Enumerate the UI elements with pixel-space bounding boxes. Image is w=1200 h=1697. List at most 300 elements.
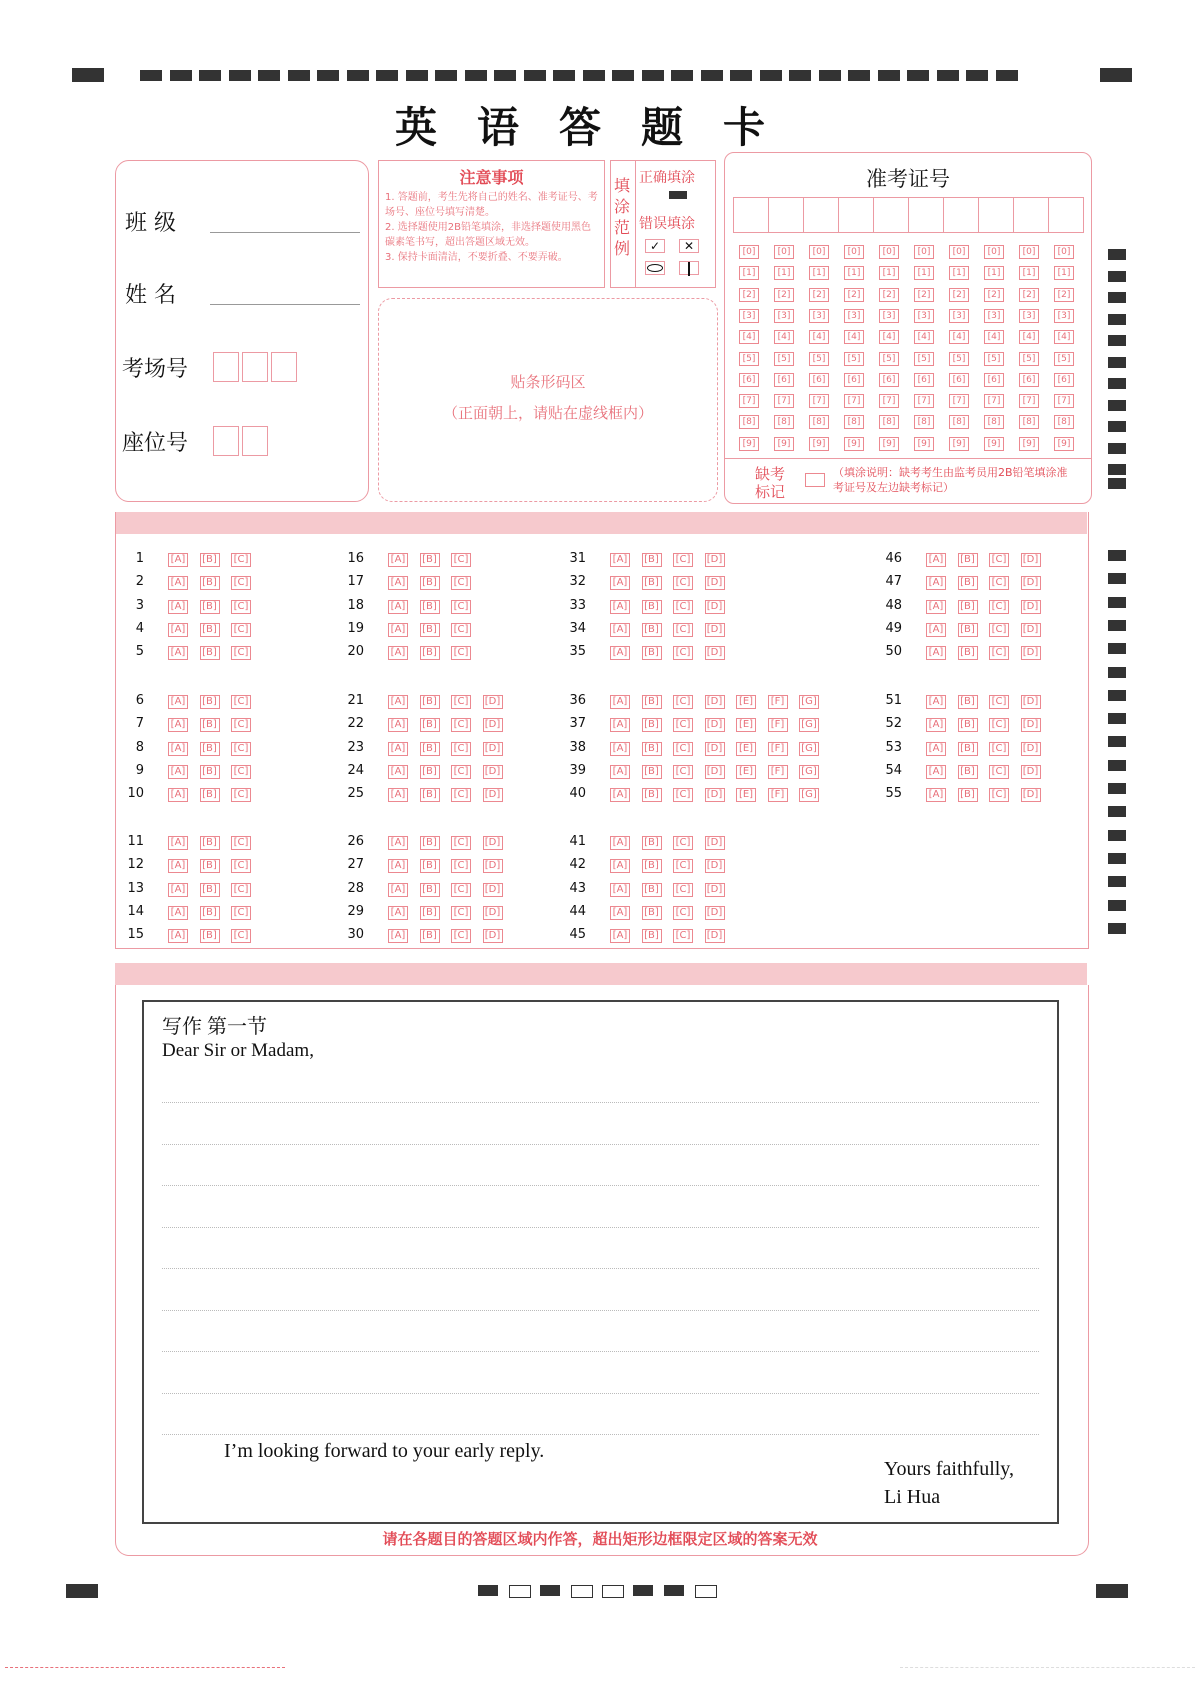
option-bubble[interactable]: [C] — [451, 883, 471, 897]
option-bubble[interactable]: [B] — [420, 646, 440, 660]
ticket-digit-bubble[interactable]: [6] — [949, 373, 969, 387]
ticket-digit-bubble[interactable]: [2] — [914, 288, 934, 302]
ticket-digit-bubble[interactable]: [6] — [879, 373, 899, 387]
option-bubble[interactable]: [B] — [642, 718, 662, 732]
option-bubble[interactable]: [C] — [231, 859, 251, 873]
ticket-digit-bubble[interactable]: [4] — [774, 330, 794, 344]
option-bubble[interactable]: [D] — [483, 859, 503, 873]
option-bubble[interactable]: [C] — [451, 623, 471, 637]
option-bubble[interactable]: [A] — [168, 576, 188, 590]
option-bubble[interactable]: [B] — [958, 623, 978, 637]
option-bubble[interactable]: [B] — [642, 623, 662, 637]
ticket-digit-bubble[interactable]: [4] — [1054, 330, 1074, 344]
option-bubble[interactable]: [C] — [989, 600, 1009, 614]
option-bubble[interactable]: [B] — [200, 553, 220, 567]
ticket-digit-cell[interactable] — [943, 197, 979, 233]
option-bubble[interactable]: [D] — [1021, 623, 1041, 637]
ticket-digit-cell[interactable] — [978, 197, 1014, 233]
option-bubble[interactable]: [D] — [1021, 600, 1041, 614]
option-bubble[interactable]: [C] — [231, 788, 251, 802]
option-bubble[interactable]: [C] — [231, 718, 251, 732]
option-bubble[interactable]: [D] — [705, 929, 725, 943]
option-bubble[interactable]: [C] — [989, 718, 1009, 732]
ticket-digit-bubble[interactable]: [7] — [914, 394, 934, 408]
option-bubble[interactable]: [C] — [989, 553, 1009, 567]
ticket-digit-bubble[interactable]: [3] — [879, 309, 899, 323]
option-bubble[interactable]: [B] — [958, 646, 978, 660]
absent-mark-box[interactable] — [805, 473, 825, 487]
ticket-digit-bubble[interactable]: [0] — [774, 245, 794, 259]
ticket-digit-bubble[interactable]: [5] — [774, 352, 794, 366]
ticket-digit-bubble[interactable]: [0] — [809, 245, 829, 259]
ticket-digit-bubble[interactable]: [6] — [984, 373, 1004, 387]
option-bubble[interactable]: [A] — [168, 718, 188, 732]
option-bubble[interactable]: [C] — [451, 600, 471, 614]
option-bubble[interactable]: [B] — [200, 906, 220, 920]
ticket-digit-bubble[interactable]: [5] — [949, 352, 969, 366]
ticket-digit-bubble[interactable]: [1] — [739, 266, 759, 280]
ticket-digit-bubble[interactable]: [2] — [879, 288, 899, 302]
option-bubble[interactable]: [D] — [705, 742, 725, 756]
option-bubble[interactable]: [D] — [483, 836, 503, 850]
ticket-digit-bubble[interactable]: [5] — [1019, 352, 1039, 366]
ticket-digit-bubble[interactable]: [6] — [1019, 373, 1039, 387]
option-bubble[interactable]: [B] — [420, 883, 440, 897]
option-bubble[interactable]: [A] — [610, 929, 630, 943]
option-bubble[interactable]: [F] — [768, 718, 788, 732]
option-bubble[interactable]: [A] — [168, 765, 188, 779]
option-bubble[interactable]: [B] — [958, 576, 978, 590]
exam-room-box[interactable] — [213, 352, 239, 382]
option-bubble[interactable]: [C] — [231, 836, 251, 850]
option-bubble[interactable]: [G] — [799, 742, 819, 756]
option-bubble[interactable]: [G] — [799, 718, 819, 732]
option-bubble[interactable]: [C] — [451, 553, 471, 567]
option-bubble[interactable]: [B] — [200, 883, 220, 897]
option-bubble[interactable]: [C] — [673, 646, 693, 660]
option-bubble[interactable]: [A] — [388, 576, 408, 590]
option-bubble[interactable]: [E] — [736, 765, 756, 779]
ticket-digit-bubble[interactable]: [7] — [984, 394, 1004, 408]
ticket-digit-bubble[interactable]: [5] — [879, 352, 899, 366]
option-bubble[interactable]: [D] — [1021, 788, 1041, 802]
option-bubble[interactable]: [A] — [388, 695, 408, 709]
ticket-digit-bubble[interactable]: [1] — [774, 266, 794, 280]
option-bubble[interactable]: [B] — [642, 742, 662, 756]
option-bubble[interactable]: [A] — [610, 836, 630, 850]
option-bubble[interactable]: [C] — [989, 742, 1009, 756]
ticket-digit-bubble[interactable]: [9] — [949, 437, 969, 451]
option-bubble[interactable]: [B] — [420, 600, 440, 614]
option-bubble[interactable]: [C] — [231, 695, 251, 709]
option-bubble[interactable]: [B] — [420, 836, 440, 850]
option-bubble[interactable]: [D] — [483, 929, 503, 943]
option-bubble[interactable]: [C] — [231, 765, 251, 779]
option-bubble[interactable]: [A] — [168, 906, 188, 920]
ticket-digit-bubble[interactable]: [3] — [914, 309, 934, 323]
option-bubble[interactable]: [D] — [705, 883, 725, 897]
option-bubble[interactable]: [E] — [736, 788, 756, 802]
option-bubble[interactable]: [A] — [926, 623, 946, 637]
option-bubble[interactable]: [A] — [610, 788, 630, 802]
ticket-digit-bubble[interactable]: [6] — [739, 373, 759, 387]
option-bubble[interactable]: [C] — [673, 929, 693, 943]
option-bubble[interactable]: [E] — [736, 718, 756, 732]
option-bubble[interactable]: [C] — [451, 788, 471, 802]
option-bubble[interactable]: [B] — [200, 765, 220, 779]
option-bubble[interactable]: [B] — [958, 742, 978, 756]
option-bubble[interactable]: [D] — [483, 718, 503, 732]
option-bubble[interactable]: [D] — [705, 623, 725, 637]
option-bubble[interactable]: [A] — [610, 600, 630, 614]
option-bubble[interactable]: [B] — [200, 859, 220, 873]
option-bubble[interactable]: [D] — [705, 718, 725, 732]
option-bubble[interactable]: [C] — [231, 906, 251, 920]
ticket-digit-cell[interactable] — [1013, 197, 1049, 233]
option-bubble[interactable]: [B] — [200, 929, 220, 943]
option-bubble[interactable]: [C] — [231, 742, 251, 756]
ticket-digit-bubble[interactable]: [0] — [949, 245, 969, 259]
ticket-digit-bubble[interactable]: [0] — [984, 245, 1004, 259]
option-bubble[interactable]: [B] — [642, 883, 662, 897]
option-bubble[interactable]: [D] — [705, 859, 725, 873]
option-bubble[interactable]: [C] — [451, 859, 471, 873]
option-bubble[interactable]: [C] — [451, 906, 471, 920]
ticket-digit-bubble[interactable]: [7] — [844, 394, 864, 408]
option-bubble[interactable]: [B] — [420, 788, 440, 802]
option-bubble[interactable]: [E] — [736, 695, 756, 709]
ticket-digit-bubble[interactable]: [8] — [774, 415, 794, 429]
option-bubble[interactable]: [C] — [231, 646, 251, 660]
option-bubble[interactable]: [B] — [200, 576, 220, 590]
option-bubble[interactable]: [B] — [958, 695, 978, 709]
ticket-digit-bubble[interactable]: [3] — [1019, 309, 1039, 323]
option-bubble[interactable]: [D] — [1021, 646, 1041, 660]
ticket-digit-cell[interactable] — [838, 197, 874, 233]
option-bubble[interactable]: [B] — [958, 600, 978, 614]
option-bubble[interactable]: [C] — [451, 929, 471, 943]
option-bubble[interactable]: [D] — [483, 906, 503, 920]
option-bubble[interactable]: [D] — [705, 906, 725, 920]
option-bubble[interactable]: [B] — [642, 929, 662, 943]
ticket-digit-bubble[interactable]: [9] — [879, 437, 899, 451]
option-bubble[interactable]: [B] — [420, 859, 440, 873]
option-bubble[interactable]: [A] — [168, 600, 188, 614]
ticket-digit-bubble[interactable]: [9] — [1019, 437, 1039, 451]
option-bubble[interactable]: [B] — [958, 765, 978, 779]
ticket-digit-bubble[interactable]: [0] — [1054, 245, 1074, 259]
option-bubble[interactable]: [F] — [768, 788, 788, 802]
ticket-digit-bubble[interactable]: [7] — [774, 394, 794, 408]
ticket-digit-bubble[interactable]: [7] — [739, 394, 759, 408]
option-bubble[interactable]: [B] — [958, 788, 978, 802]
option-bubble[interactable]: [C] — [673, 788, 693, 802]
option-bubble[interactable]: [D] — [483, 788, 503, 802]
option-bubble[interactable]: [B] — [200, 718, 220, 732]
ticket-digit-bubble[interactable]: [8] — [949, 415, 969, 429]
ticket-digit-bubble[interactable]: [2] — [809, 288, 829, 302]
option-bubble[interactable]: [G] — [799, 765, 819, 779]
option-bubble[interactable]: [A] — [388, 646, 408, 660]
option-bubble[interactable]: [D] — [1021, 553, 1041, 567]
option-bubble[interactable]: [A] — [168, 836, 188, 850]
option-bubble[interactable]: [C] — [673, 836, 693, 850]
option-bubble[interactable]: [A] — [388, 623, 408, 637]
option-bubble[interactable]: [D] — [705, 553, 725, 567]
option-bubble[interactable]: [B] — [642, 788, 662, 802]
ticket-digit-bubble[interactable]: [2] — [1019, 288, 1039, 302]
ticket-digit-cell[interactable] — [908, 197, 944, 233]
option-bubble[interactable]: [B] — [200, 600, 220, 614]
option-bubble[interactable]: [B] — [420, 929, 440, 943]
option-bubble[interactable]: [E] — [736, 742, 756, 756]
option-bubble[interactable]: [C] — [673, 883, 693, 897]
option-bubble[interactable]: [A] — [388, 718, 408, 732]
ticket-digit-bubble[interactable]: [2] — [949, 288, 969, 302]
option-bubble[interactable]: [B] — [642, 646, 662, 660]
ticket-digit-bubble[interactable]: [1] — [879, 266, 899, 280]
ticket-digit-bubble[interactable]: [2] — [774, 288, 794, 302]
option-bubble[interactable]: [B] — [642, 765, 662, 779]
option-bubble[interactable]: [B] — [958, 553, 978, 567]
option-bubble[interactable]: [C] — [673, 718, 693, 732]
option-bubble[interactable]: [A] — [926, 788, 946, 802]
option-bubble[interactable]: [C] — [673, 906, 693, 920]
option-bubble[interactable]: [A] — [388, 929, 408, 943]
exam-room-box[interactable] — [271, 352, 297, 382]
ticket-digit-bubble[interactable]: [4] — [949, 330, 969, 344]
option-bubble[interactable]: [D] — [705, 695, 725, 709]
ticket-digit-bubble[interactable]: [1] — [1054, 266, 1074, 280]
ticket-digit-bubble[interactable]: [6] — [844, 373, 864, 387]
ticket-digit-bubble[interactable]: [6] — [774, 373, 794, 387]
option-bubble[interactable]: [B] — [420, 553, 440, 567]
ticket-digit-bubble[interactable]: [0] — [739, 245, 759, 259]
option-bubble[interactable]: [D] — [483, 765, 503, 779]
option-bubble[interactable]: [A] — [610, 695, 630, 709]
ticket-digit-bubble[interactable]: [5] — [809, 352, 829, 366]
option-bubble[interactable]: [A] — [926, 695, 946, 709]
ticket-digit-bubble[interactable]: [6] — [809, 373, 829, 387]
option-bubble[interactable]: [A] — [926, 600, 946, 614]
option-bubble[interactable]: [C] — [231, 553, 251, 567]
option-bubble[interactable]: [B] — [420, 718, 440, 732]
option-bubble[interactable]: [D] — [483, 883, 503, 897]
option-bubble[interactable]: [B] — [420, 623, 440, 637]
ticket-digit-bubble[interactable]: [8] — [1054, 415, 1074, 429]
ticket-digit-bubble[interactable]: [5] — [984, 352, 1004, 366]
option-bubble[interactable]: [C] — [989, 765, 1009, 779]
seat-box[interactable] — [213, 426, 239, 456]
option-bubble[interactable]: [A] — [926, 742, 946, 756]
ticket-digit-bubble[interactable]: [5] — [739, 352, 759, 366]
option-bubble[interactable]: [D] — [705, 836, 725, 850]
ticket-digit-bubble[interactable]: [4] — [879, 330, 899, 344]
option-bubble[interactable]: [C] — [451, 765, 471, 779]
option-bubble[interactable]: [A] — [610, 742, 630, 756]
ticket-digit-bubble[interactable]: [1] — [949, 266, 969, 280]
option-bubble[interactable]: [D] — [1021, 742, 1041, 756]
option-bubble[interactable]: [A] — [610, 765, 630, 779]
ticket-digit-bubble[interactable]: [7] — [879, 394, 899, 408]
option-bubble[interactable]: [G] — [799, 788, 819, 802]
ticket-digit-bubble[interactable]: [3] — [1054, 309, 1074, 323]
ticket-digit-bubble[interactable]: [3] — [984, 309, 1004, 323]
option-bubble[interactable]: [A] — [610, 859, 630, 873]
ticket-digit-bubble[interactable]: [8] — [879, 415, 899, 429]
option-bubble[interactable]: [A] — [388, 906, 408, 920]
ticket-digit-bubble[interactable]: [9] — [739, 437, 759, 451]
ticket-digit-bubble[interactable]: [4] — [984, 330, 1004, 344]
ticket-digit-bubble[interactable]: [8] — [844, 415, 864, 429]
ticket-digit-bubble[interactable]: [2] — [844, 288, 864, 302]
ticket-digit-bubble[interactable]: [9] — [914, 437, 934, 451]
option-bubble[interactable]: [D] — [483, 742, 503, 756]
option-bubble[interactable]: [B] — [420, 906, 440, 920]
ticket-digit-cell[interactable] — [803, 197, 839, 233]
ticket-digit-bubble[interactable]: [3] — [809, 309, 829, 323]
option-bubble[interactable]: [B] — [642, 906, 662, 920]
option-bubble[interactable]: [A] — [168, 646, 188, 660]
ticket-digit-bubble[interactable]: [1] — [914, 266, 934, 280]
option-bubble[interactable]: [B] — [642, 576, 662, 590]
option-bubble[interactable]: [A] — [926, 718, 946, 732]
option-bubble[interactable]: [A] — [168, 695, 188, 709]
option-bubble[interactable]: [B] — [420, 765, 440, 779]
option-bubble[interactable]: [D] — [483, 695, 503, 709]
ticket-digit-bubble[interactable]: [2] — [739, 288, 759, 302]
option-bubble[interactable]: [A] — [168, 788, 188, 802]
option-bubble[interactable]: [C] — [231, 623, 251, 637]
option-bubble[interactable]: [D] — [705, 646, 725, 660]
option-bubble[interactable]: [A] — [610, 646, 630, 660]
option-bubble[interactable]: [B] — [420, 695, 440, 709]
ticket-digit-bubble[interactable]: [7] — [809, 394, 829, 408]
option-bubble[interactable]: [B] — [642, 695, 662, 709]
option-bubble[interactable]: [C] — [989, 623, 1009, 637]
option-bubble[interactable]: [A] — [168, 929, 188, 943]
option-bubble[interactable]: [C] — [451, 718, 471, 732]
ticket-digit-bubble[interactable]: [4] — [1019, 330, 1039, 344]
option-bubble[interactable]: [F] — [768, 742, 788, 756]
option-bubble[interactable]: [D] — [705, 576, 725, 590]
ticket-digit-bubble[interactable]: [9] — [984, 437, 1004, 451]
ticket-digit-bubble[interactable]: [8] — [984, 415, 1004, 429]
ticket-digit-bubble[interactable]: [2] — [984, 288, 1004, 302]
option-bubble[interactable]: [C] — [451, 836, 471, 850]
option-bubble[interactable]: [A] — [388, 836, 408, 850]
option-bubble[interactable]: [A] — [388, 859, 408, 873]
ticket-digit-bubble[interactable]: [9] — [844, 437, 864, 451]
option-bubble[interactable]: [A] — [610, 623, 630, 637]
ticket-digit-bubble[interactable]: [9] — [774, 437, 794, 451]
option-bubble[interactable]: [B] — [200, 742, 220, 756]
ticket-digit-bubble[interactable]: [1] — [844, 266, 864, 280]
ticket-digit-bubble[interactable]: [4] — [914, 330, 934, 344]
option-bubble[interactable]: [A] — [926, 553, 946, 567]
option-bubble[interactable]: [B] — [958, 718, 978, 732]
option-bubble[interactable]: [A] — [610, 553, 630, 567]
ticket-digit-bubble[interactable]: [9] — [809, 437, 829, 451]
option-bubble[interactable]: [D] — [705, 788, 725, 802]
option-bubble[interactable]: [G] — [799, 695, 819, 709]
ticket-digit-bubble[interactable]: [3] — [949, 309, 969, 323]
ticket-digit-bubble[interactable]: [3] — [844, 309, 864, 323]
option-bubble[interactable]: [C] — [231, 883, 251, 897]
ticket-digit-bubble[interactable]: [0] — [1019, 245, 1039, 259]
ticket-digit-cell[interactable] — [733, 197, 769, 233]
option-bubble[interactable]: [D] — [1021, 695, 1041, 709]
option-bubble[interactable]: [A] — [926, 646, 946, 660]
option-bubble[interactable]: [C] — [673, 576, 693, 590]
option-bubble[interactable]: [A] — [388, 742, 408, 756]
option-bubble[interactable]: [F] — [768, 695, 788, 709]
option-bubble[interactable]: [D] — [1021, 718, 1041, 732]
option-bubble[interactable]: [A] — [610, 576, 630, 590]
option-bubble[interactable]: [A] — [926, 576, 946, 590]
ticket-digit-bubble[interactable]: [4] — [739, 330, 759, 344]
option-bubble[interactable]: [A] — [388, 553, 408, 567]
option-bubble[interactable]: [B] — [200, 646, 220, 660]
ticket-digit-bubble[interactable]: [4] — [809, 330, 829, 344]
ticket-digit-bubble[interactable]: [0] — [914, 245, 934, 259]
option-bubble[interactable]: [C] — [231, 576, 251, 590]
option-bubble[interactable]: [C] — [231, 600, 251, 614]
ticket-digit-bubble[interactable]: [5] — [1054, 352, 1074, 366]
option-bubble[interactable]: [B] — [642, 836, 662, 850]
option-bubble[interactable]: [D] — [705, 600, 725, 614]
ticket-digit-bubble[interactable]: [3] — [739, 309, 759, 323]
option-bubble[interactable]: [A] — [168, 883, 188, 897]
option-bubble[interactable]: [C] — [989, 695, 1009, 709]
option-bubble[interactable]: [B] — [642, 859, 662, 873]
option-bubble[interactable]: [C] — [673, 623, 693, 637]
ticket-digit-bubble[interactable]: [6] — [914, 373, 934, 387]
ticket-digit-bubble[interactable]: [8] — [809, 415, 829, 429]
ticket-digit-bubble[interactable]: [6] — [1054, 373, 1074, 387]
option-bubble[interactable]: [A] — [610, 906, 630, 920]
option-bubble[interactable]: [A] — [168, 742, 188, 756]
option-bubble[interactable]: [C] — [451, 646, 471, 660]
option-bubble[interactable]: [D] — [705, 765, 725, 779]
class-field[interactable] — [210, 232, 360, 233]
ticket-digit-bubble[interactable]: [2] — [1054, 288, 1074, 302]
name-field[interactable] — [210, 304, 360, 305]
option-bubble[interactable]: [C] — [989, 788, 1009, 802]
option-bubble[interactable]: [C] — [231, 929, 251, 943]
ticket-digit-bubble[interactable]: [3] — [774, 309, 794, 323]
option-bubble[interactable]: [A] — [926, 765, 946, 779]
option-bubble[interactable]: [A] — [388, 765, 408, 779]
ticket-digit-bubble[interactable]: [1] — [1019, 266, 1039, 280]
option-bubble[interactable]: [C] — [989, 576, 1009, 590]
ticket-digit-bubble[interactable]: [7] — [1054, 394, 1074, 408]
option-bubble[interactable]: [B] — [420, 576, 440, 590]
ticket-digit-bubble[interactable]: [1] — [809, 266, 829, 280]
option-bubble[interactable]: [C] — [673, 553, 693, 567]
ticket-digit-bubble[interactable]: [0] — [844, 245, 864, 259]
option-bubble[interactable]: [B] — [200, 695, 220, 709]
ticket-digit-bubble[interactable]: [8] — [1019, 415, 1039, 429]
option-bubble[interactable]: [B] — [420, 742, 440, 756]
ticket-digit-bubble[interactable]: [8] — [914, 415, 934, 429]
option-bubble[interactable]: [C] — [451, 695, 471, 709]
seat-box[interactable] — [242, 426, 268, 456]
ticket-digit-bubble[interactable]: [8] — [739, 415, 759, 429]
option-bubble[interactable]: [F] — [768, 765, 788, 779]
option-bubble[interactable]: [C] — [673, 600, 693, 614]
option-bubble[interactable]: [A] — [388, 883, 408, 897]
